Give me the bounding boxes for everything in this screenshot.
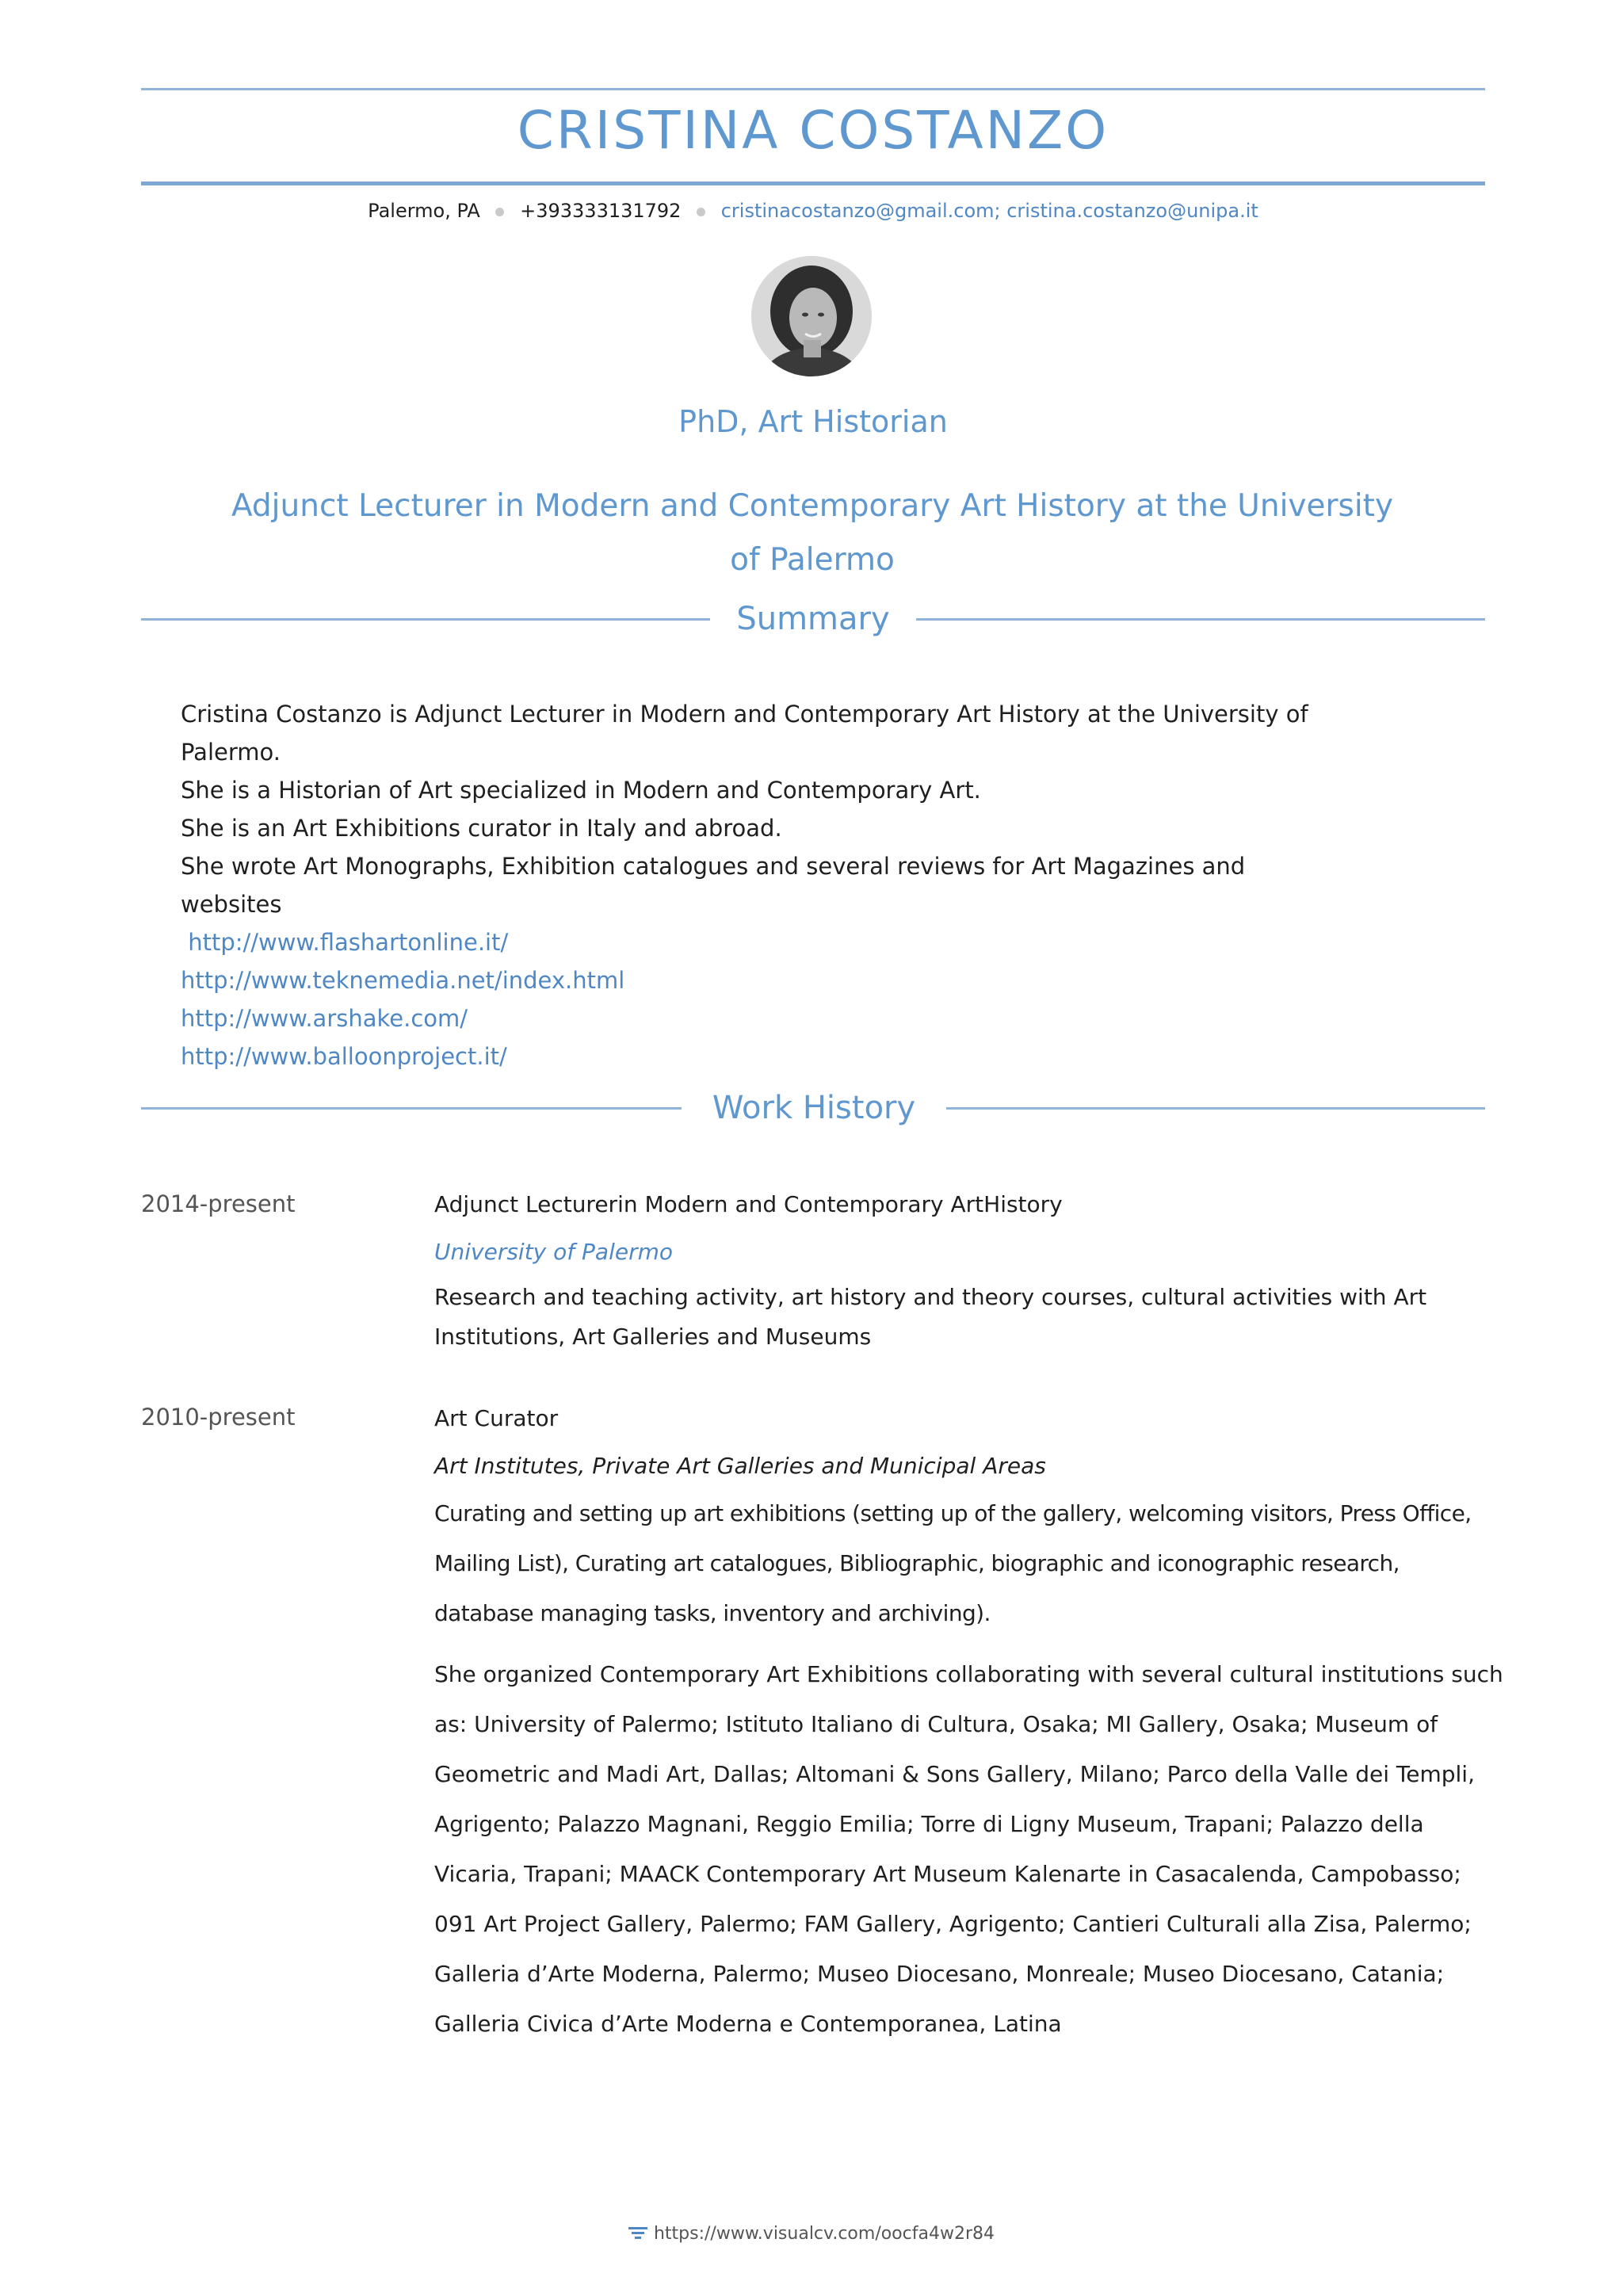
summary-rule-right [916, 618, 1485, 621]
work-rule-left [141, 1107, 682, 1110]
job-employer: Art Institutes, Private Art Galleries and Municipal Areas [434, 1453, 1046, 1479]
footer-url-link[interactable]: https://www.visualcv.com/oocfa4w2r84 [653, 2224, 995, 2244]
job-entry [434, 1403, 1504, 2049]
job-dates: 2014-present [141, 1190, 296, 1217]
summary-link-teknemedia[interactable]: http://www.teknemedia.net/index.html [181, 967, 625, 994]
job-entry [434, 1189, 1504, 1357]
location-text: Palermo, PA [368, 200, 480, 222]
phone-text[interactable]: +393333131792 [520, 200, 682, 222]
name-underline-rule [141, 181, 1485, 185]
separator-dot-icon [697, 208, 705, 216]
summary-line: Palermo. [181, 739, 281, 766]
visualcv-logo-icon [628, 2225, 647, 2244]
summary-rule-left [141, 618, 710, 621]
email-link[interactable]: cristinacostanzo@gmail.com; cristina.costanzo@unipa.it [720, 200, 1258, 222]
work-history-heading: Work History [682, 1090, 946, 1126]
job-title: Adjunct Lecturerin Modern and Contemporary ArtHistory [434, 1191, 1063, 1217]
job-description: Curating and setting up art exhibitions (setting up of the gallery, welcoming visitors, Press Office, Mailing List), Curating art catalogues, Bibliographic, biographic and iconographic research, database managing tasks, inventory and archiving). [434, 1500, 1472, 1626]
summary-line: websites [181, 891, 282, 918]
contact-line [141, 200, 1485, 222]
professional-title: PhD, Art Historian [678, 404, 948, 439]
summary-line: She is a Historian of Art specialized in Modern and Contemporary Art. [181, 777, 981, 804]
separator-dot-icon [495, 208, 504, 216]
job-description: Research and teaching activity, art history and theory courses, cultural activities with Art Institutions, Art Galleries and Museums [434, 1284, 1427, 1350]
job-employer: University of Palermo [434, 1239, 673, 1265]
candidate-name: CRISTINA COSTANZO [517, 100, 1109, 161]
avatar [751, 256, 872, 376]
summary-link-balloonproject[interactable]: http://www.balloonproject.it/ [181, 1043, 507, 1070]
summary-heading: Summary [710, 601, 916, 637]
summary-body [181, 695, 1306, 1075]
footer [0, 2224, 1623, 2244]
job-dates: 2010-present [141, 1404, 296, 1431]
avatar-portrait-icon [751, 256, 872, 376]
summary-link-flashart[interactable]: http://www.flashartonline.it/ [181, 929, 509, 956]
job-title: Art Curator [434, 1405, 559, 1431]
top-rule [141, 88, 1485, 90]
professional-subtitle: Adjunct Lecturer in Modern and Contemporary Art History at the University of Palermo [231, 488, 1394, 578]
summary-line: She is an Art Exhibitions curator in Italy and abroad. [181, 815, 782, 842]
job-description-exhibitions: She organized Contemporary Art Exhibitions collaborating with several cultural institutions such as: University of Palermo; Istituto Italiano di Cultura, Osaka; MI Gallery, Osaka; Museum of Geometric and Madi Art, Dallas; Altomani & Sons Gallery, Milano; Parco della Valle dei Templi, Agrigento; Palazzo Magnani, Reggio Emilia; Torre di Ligny Museum, Trapani; Palazzo della Vicaria, Trapani; MAACK Contemporary Art Museum Kalenarte in Casacalenda, Campobasso; 091 Art Project Gallery, Palermo; FAM Gallery, Agrigento; Cantieri Culturali alla Zisa, Palermo; Galleria d’Arte Moderna, Palermo; Museo Diocesano, Monreale; Museo Diocesano, Catania; Galleria Civica d’Arte Moderna e Contemporanea, Latina [434, 1661, 1503, 2037]
work-rule-right [946, 1107, 1485, 1110]
summary-line: She wrote Art Monographs, Exhibition catalogues and several reviews for Art Magazines and [181, 853, 1246, 880]
summary-line: Cristina Costanzo is Adjunct Lecturer in Modern and Contemporary Art History at the University of [181, 701, 1308, 728]
summary-link-arshake[interactable]: http://www.arshake.com/ [181, 1005, 468, 1032]
